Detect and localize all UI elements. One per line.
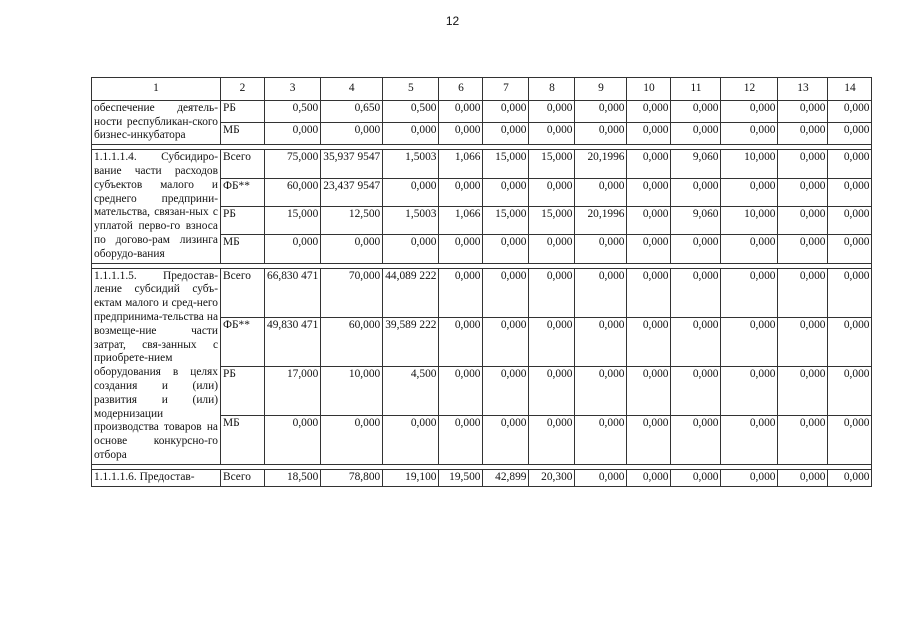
value-cell: 0,000 (383, 122, 439, 144)
value-cell: 0,000 (627, 317, 671, 366)
value-cell: 66,830 471 (265, 268, 321, 317)
value-cell: 0,000 (483, 122, 529, 144)
measure-description: обеспечение деятель-ности республикан-ского бизнес-инкубатора (92, 100, 221, 144)
value-cell: 0,000 (383, 235, 439, 263)
value-cell: 0,000 (575, 122, 627, 144)
value-cell: 0,000 (671, 415, 721, 464)
value-cell: 0,000 (529, 366, 575, 415)
measure-description: 1.1.1.1.6. Предостав- (92, 469, 221, 486)
value-cell: 1,066 (439, 206, 483, 234)
funding-source: Всего (221, 268, 265, 317)
value-cell: 0,000 (321, 415, 383, 464)
value-cell: 0,000 (671, 317, 721, 366)
value-cell: 0,000 (483, 235, 529, 263)
value-cell: 75,000 (265, 150, 321, 178)
funding-source: ФБ** (221, 178, 265, 206)
value-cell: 15,000 (529, 150, 575, 178)
value-cell: 0,000 (828, 178, 872, 206)
value-cell: 0,000 (483, 100, 529, 122)
value-cell: 0,000 (627, 366, 671, 415)
column-header: 12 (721, 78, 778, 101)
value-cell: 1,066 (439, 150, 483, 178)
value-cell: 0,000 (721, 178, 778, 206)
value-cell: 0,000 (778, 206, 828, 234)
table-row (92, 150, 872, 178)
value-cell: 0,000 (778, 366, 828, 415)
value-cell: 0,000 (321, 122, 383, 144)
value-cell: 0,000 (575, 469, 627, 486)
column-header: 5 (383, 78, 439, 101)
value-cell: 15,000 (265, 206, 321, 234)
column-header: 9 (575, 78, 627, 101)
value-cell: 19,100 (383, 469, 439, 486)
value-cell: 0,000 (828, 366, 872, 415)
value-cell: 0,000 (721, 317, 778, 366)
value-cell: 0,000 (627, 235, 671, 263)
value-cell: 0,000 (483, 178, 529, 206)
value-cell: 0,000 (439, 366, 483, 415)
value-cell: 0,000 (483, 268, 529, 317)
value-cell: 42,899 (483, 469, 529, 486)
table-row (92, 469, 872, 486)
value-cell: 0,000 (627, 415, 671, 464)
value-cell: 0,000 (265, 415, 321, 464)
value-cell: 0,000 (439, 122, 483, 144)
value-cell: 0,000 (778, 178, 828, 206)
value-cell: 60,000 (321, 317, 383, 366)
value-cell: 0,000 (721, 415, 778, 464)
value-cell: 39,589 222 (383, 317, 439, 366)
value-cell: 0,000 (828, 235, 872, 263)
value-cell: 0,000 (828, 206, 872, 234)
value-cell: 0,000 (778, 150, 828, 178)
value-cell: 0,000 (778, 100, 828, 122)
value-cell: 0,000 (439, 100, 483, 122)
value-cell: 0,000 (828, 469, 872, 486)
value-cell: 23,437 9547 (321, 178, 383, 206)
value-cell: 0,650 (321, 100, 383, 122)
table-header-row (92, 78, 872, 101)
funding-source: МБ (221, 122, 265, 144)
value-cell: 0,000 (439, 235, 483, 263)
column-header: 4 (321, 78, 383, 101)
value-cell: 0,000 (575, 415, 627, 464)
value-cell: 20,1996 (575, 150, 627, 178)
value-cell: 0,000 (483, 317, 529, 366)
funding-source: РБ (221, 366, 265, 415)
value-cell: 0,000 (529, 122, 575, 144)
value-cell: 35,937 9547 (321, 150, 383, 178)
value-cell: 0,500 (383, 100, 439, 122)
column-header: 2 (221, 78, 265, 101)
value-cell: 0,000 (529, 268, 575, 317)
value-cell: 0,000 (671, 122, 721, 144)
value-cell: 9,060 (671, 206, 721, 234)
value-cell: 0,000 (483, 415, 529, 464)
value-cell: 0,000 (671, 366, 721, 415)
value-cell: 15,000 (483, 150, 529, 178)
value-cell: 0,000 (671, 100, 721, 122)
column-header: 1 (92, 78, 221, 101)
value-cell: 10,000 (721, 150, 778, 178)
value-cell: 0,000 (439, 268, 483, 317)
value-cell: 0,000 (483, 366, 529, 415)
value-cell: 0,000 (721, 122, 778, 144)
value-cell: 0,000 (721, 366, 778, 415)
value-cell: 70,000 (321, 268, 383, 317)
table-body (92, 78, 872, 487)
value-cell: 0,000 (627, 268, 671, 317)
column-header: 13 (778, 78, 828, 101)
column-header: 7 (483, 78, 529, 101)
funding-source: ФБ** (221, 317, 265, 366)
value-cell: 0,000 (828, 268, 872, 317)
value-cell: 15,000 (483, 206, 529, 234)
value-cell: 0,000 (627, 206, 671, 234)
value-cell: 12,500 (321, 206, 383, 234)
budget-table (91, 77, 872, 487)
value-cell: 0,000 (265, 122, 321, 144)
value-cell: 0,000 (778, 415, 828, 464)
value-cell: 0,000 (627, 469, 671, 486)
value-cell: 15,000 (529, 206, 575, 234)
value-cell: 0,000 (321, 235, 383, 263)
value-cell: 0,000 (828, 150, 872, 178)
value-cell: 0,000 (627, 100, 671, 122)
value-cell: 78,800 (321, 469, 383, 486)
value-cell: 19,500 (439, 469, 483, 486)
measure-description: 1.1.1.1.5. Предостав-ление субсидий субъ-ектам малого и сред-него предпринима-тельства на возмеще-ние части затрат, свя-занных с приобрете-нием оборудования в целях создания и (или) развития и (или) модернизации производства товаров на основе конкурсно-го отбора (92, 268, 221, 464)
table-row (92, 100, 872, 122)
value-cell: 17,000 (265, 366, 321, 415)
value-cell: 10,000 (721, 206, 778, 234)
column-header: 8 (529, 78, 575, 101)
value-cell: 20,300 (529, 469, 575, 486)
value-cell: 0,000 (627, 122, 671, 144)
value-cell: 1,5003 (383, 206, 439, 234)
value-cell: 0,000 (721, 235, 778, 263)
value-cell: 44,089 222 (383, 268, 439, 317)
table-row (92, 268, 872, 317)
funding-source: Всего (221, 150, 265, 178)
value-cell: 0,000 (439, 178, 483, 206)
value-cell: 0,000 (529, 100, 575, 122)
column-header: 3 (265, 78, 321, 101)
value-cell: 0,000 (439, 317, 483, 366)
value-cell: 0,000 (671, 469, 721, 486)
value-cell: 0,000 (529, 317, 575, 366)
value-cell: 0,000 (383, 178, 439, 206)
value-cell: 0,000 (575, 178, 627, 206)
value-cell: 0,000 (439, 415, 483, 464)
value-cell: 49,830 471 (265, 317, 321, 366)
value-cell: 0,000 (721, 100, 778, 122)
value-cell: 0,000 (529, 178, 575, 206)
value-cell: 0,000 (575, 100, 627, 122)
value-cell: 60,000 (265, 178, 321, 206)
value-cell: 0,000 (778, 469, 828, 486)
value-cell: 0,000 (721, 268, 778, 317)
funding-source: Всего (221, 469, 265, 486)
value-cell: 1,5003 (383, 150, 439, 178)
funding-source: РБ (221, 206, 265, 234)
value-cell: 0,000 (627, 178, 671, 206)
funding-source: МБ (221, 415, 265, 464)
value-cell: 0,000 (265, 235, 321, 263)
value-cell: 0,000 (721, 469, 778, 486)
value-cell: 0,000 (575, 235, 627, 263)
column-header: 6 (439, 78, 483, 101)
value-cell: 0,000 (828, 100, 872, 122)
value-cell: 0,000 (671, 268, 721, 317)
page-number: 12 (445, 14, 460, 28)
funding-source: МБ (221, 235, 265, 263)
value-cell: 0,000 (671, 178, 721, 206)
value-cell: 0,000 (575, 268, 627, 317)
value-cell: 0,000 (575, 366, 627, 415)
value-cell: 0,000 (383, 415, 439, 464)
value-cell: 0,000 (778, 317, 828, 366)
value-cell: 10,000 (321, 366, 383, 415)
value-cell: 0,000 (671, 235, 721, 263)
value-cell: 0,000 (778, 122, 828, 144)
value-cell: 0,000 (828, 317, 872, 366)
column-header: 11 (671, 78, 721, 101)
value-cell: 0,500 (265, 100, 321, 122)
column-header: 10 (627, 78, 671, 101)
column-header: 14 (828, 78, 872, 101)
value-cell: 0,000 (529, 415, 575, 464)
value-cell: 0,000 (575, 317, 627, 366)
value-cell: 20,1996 (575, 206, 627, 234)
value-cell: 0,000 (778, 268, 828, 317)
value-cell: 0,000 (627, 150, 671, 178)
value-cell: 0,000 (778, 235, 828, 263)
funding-source: РБ (221, 100, 265, 122)
value-cell: 0,000 (828, 122, 872, 144)
value-cell: 0,000 (529, 235, 575, 263)
value-cell: 0,000 (828, 415, 872, 464)
value-cell: 9,060 (671, 150, 721, 178)
value-cell: 18,500 (265, 469, 321, 486)
value-cell: 4,500 (383, 366, 439, 415)
measure-description: 1.1.1.1.4. Субсидиро-вание части расходов субъектов малого и среднего предприни-мательства, связан-ных с уплатой перво-го взноса по догово-рам лизинга оборудо-вания (92, 150, 221, 263)
